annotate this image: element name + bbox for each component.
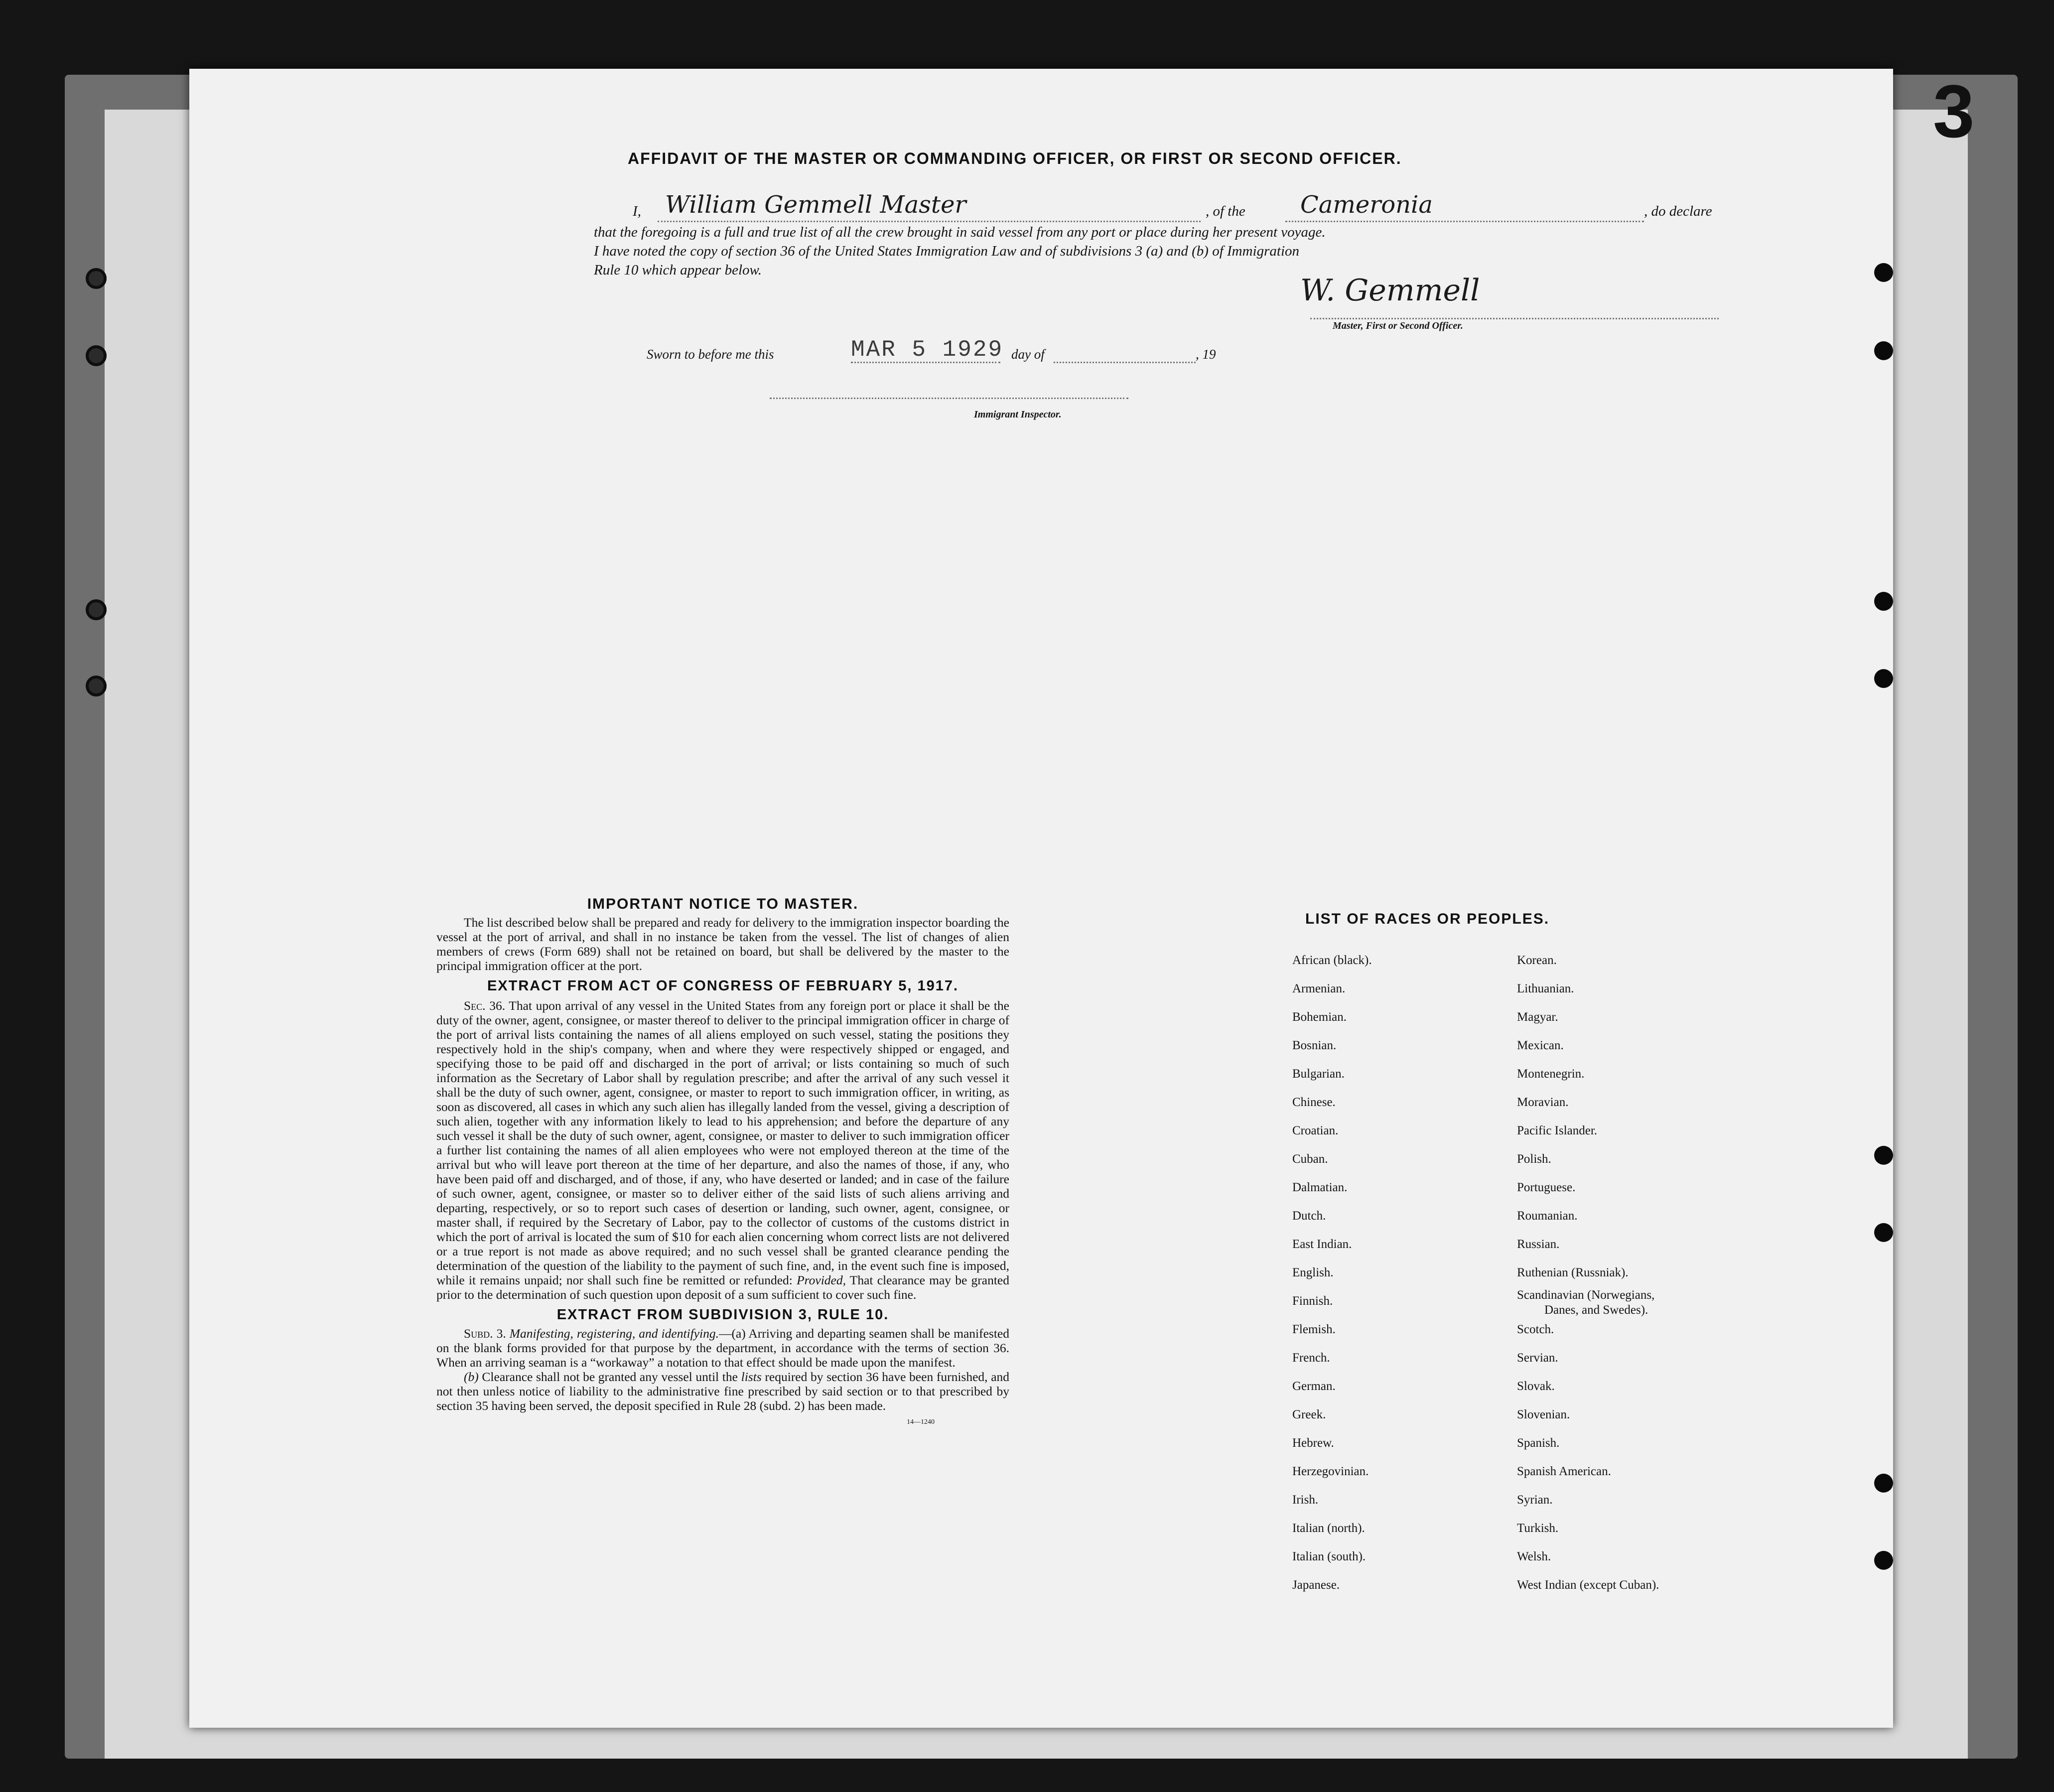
affidavit-line4: Rule 10 which appear below. (594, 262, 762, 278)
extract-act-body (436, 998, 1009, 1302)
race-col2-item: Slovenian. (1517, 1408, 1570, 1421)
rule-para-b-text1: Clearance shall not be granted any vessel until the (482, 1370, 738, 1384)
race-col2-item: Turkish. (1517, 1521, 1559, 1535)
rule-para-a-text: —(a) Arriving and departing seamen shall be manifested on the blank forms provided for that purpose by the department, in accordance with the terms of section 36. When an arriving seaman is a “workaway” a notation to that effect should be made upon the manifest. (436, 1326, 1009, 1370)
notice-column (436, 897, 1009, 1429)
race-col1-item: Bohemian. (1292, 1010, 1347, 1024)
sec-label: Sec. 36. (464, 998, 506, 1013)
notice-title: IMPORTANT NOTICE TO MASTER. (587, 896, 859, 912)
race-col1-item: Bosnian. (1292, 1039, 1337, 1052)
race-col1-item: Italian (south). (1292, 1550, 1366, 1563)
subd-heading: Manifesting, registering, and identifying. (509, 1326, 719, 1341)
race-col2-item: Welsh. (1517, 1550, 1551, 1563)
race-col1-item: Flemish. (1292, 1323, 1336, 1336)
affidavit-line2: that the foregoing is a full and true list of all the crew brought in said vessel from any port or place during her present voyage. (594, 224, 1326, 240)
race-col2-item: Lithuanian. (1517, 982, 1574, 995)
vessel-name: Cameronia (1300, 191, 1433, 219)
race-col2-item: Montenegrin. (1517, 1067, 1585, 1081)
sworn-prefix: Sworn to before me this (647, 347, 774, 362)
race-col1-item: Chinese. (1292, 1096, 1336, 1109)
sworn-day-of: day of (1011, 347, 1045, 362)
race-col1-item: Croatian. (1292, 1124, 1339, 1137)
master-name-line (658, 221, 1201, 222)
race-col2-item: Scotch. (1517, 1323, 1554, 1336)
race-col2-item: Servian. (1517, 1351, 1558, 1365)
race-col2-item: Syrian. (1517, 1493, 1553, 1507)
sec-36-end: That clearance may be granted prior to the determination of such question upon deposit of a sum sufficient to cover such fine. (436, 1273, 1009, 1302)
race-col1-item: Dalmatian. (1292, 1181, 1348, 1194)
form-number: 14—1240 (907, 1418, 935, 1426)
notice-body: The list described below shall be prepared and ready for delivery to the immigration inspector boarding the vessel at the port of arrival, and shall in no instance be taken from the vessel. The list of changes of alien members of crews (Form 689) shall not be retained on board, but shall be delivered by the master to the principal immigration officer at the port. (436, 915, 1009, 973)
race-col2-item: Polish. (1517, 1152, 1551, 1166)
sworn-date-line (851, 362, 1000, 363)
race-col2-item: Korean. (1517, 954, 1557, 967)
rule-para-b (436, 1370, 1009, 1413)
extract-rule-title: EXTRACT FROM SUBDIVISION 3, RULE 10. (556, 1307, 889, 1323)
race-col2-item: West Indian (except Cuban). (1517, 1578, 1659, 1592)
race-col1-item: English. (1292, 1266, 1334, 1279)
affidavit-title: AFFIDAVIT OF THE MASTER OR COMMANDING OFFICER, OR FIRST OR SECOND OFFICER. (628, 149, 1402, 167)
punch-hole (86, 599, 107, 620)
race-col1-item: French. (1292, 1351, 1330, 1365)
race-col1-item: Cuban. (1292, 1152, 1328, 1166)
signature-caption: Master, First or Second Officer. (1333, 320, 1463, 331)
provided-word: Provided, (797, 1273, 846, 1287)
race-col2-item: Mexican. (1517, 1039, 1564, 1052)
signature-line (1310, 318, 1719, 319)
punch-hole (86, 676, 107, 696)
punch-hole (1874, 263, 1893, 282)
affidavit-line1-mid: , of the (1206, 203, 1245, 219)
race-col2-item: Ruthenian (Russniak). (1517, 1266, 1629, 1279)
inspector-caption: Immigrant Inspector. (974, 409, 1062, 420)
vessel-name-line (1285, 221, 1644, 222)
punch-hole (86, 345, 107, 366)
race-col2-item: Danes, and Swedes). (1544, 1303, 1648, 1317)
affidavit-line1-prefix: I, (633, 203, 641, 219)
punch-hole (86, 268, 107, 289)
sworn-month-line (1054, 362, 1196, 363)
race-col1-item: German. (1292, 1379, 1336, 1393)
affidavit-line1-suffix: , do declare (1644, 203, 1712, 219)
race-col2-item: Moravian. (1517, 1096, 1569, 1109)
rule-para-b-text2: required by section 36 have been furnished, and not then unless notice of liability to the administrative fine prescribed by said section or to that prescribed by section 35 having been served, the deposit specified in Rule 28 (subd. 2) has been made. (436, 1370, 1010, 1413)
affidavit-line3: I have noted the copy of section 36 of the United States Immigration Law and of subdivisions 3 (a) and (b) of Immigration (594, 243, 1300, 259)
races-title: LIST OF RACES OR PEOPLES. (1305, 911, 1550, 927)
race-col1-item: Armenian. (1292, 982, 1346, 995)
race-col1-item: Herzegovinian. (1292, 1465, 1369, 1478)
race-col1-item: Dutch. (1292, 1209, 1326, 1223)
race-col1-item: Greek. (1292, 1408, 1326, 1421)
punch-hole (1874, 669, 1893, 688)
sec-36-text: That upon arrival of any vessel in the United States from any foreign port or place it shall be the duty of the owner, agent, consignee, or master thereof to deliver to the principal immigration officer in charge of the port of arrival lists containing the names of all aliens employed on such vessel, stating the positions they respectively hold in the ship's company, when and where they were respectively shipped or engaged, and specifying those to be paid off and discharged in the port of arrival; or lists containing so much of such information as the Secretary of Labor shall by regulation prescribe; and after the arrival of any such vessel it shall be the duty of such owner, agent, consignee, or master to report to such immigration officer, in writing, as soon as discovered, all cases in which any such alien has illegally landed from the vessel, giving a description of such alien, together with any information likely to lead to his apprehension; and before the departure of any such vessel it shall be the duty of such owner, agent, consignee, or master to deliver to such immigration officer a further list containing the names of all alien employees who were not employed thereon at the time of the arrival but who will leave port thereon at the time of her departure, and also the names of those, if any, who have been paid off and discharged, and of those, if any, who have deserted or landed; and in case of the failure of such owner, agent, consignee, or master so to deliver either of the said lists of such aliens arriving and departing, respectively, or so to report such cases of desertion or landing, such owner, agent, consignee, or master shall, if required by the Secretary of Labor, pay to the collector of customs of the customs district in which the port of arrival is located the sum of $10 for each alien concerning whom correct lists are not delivered or a true report is not made as above required; and no such vessel shall be granted clearance pending the determination of the question of the liability to the payment of such fine, and, in the event such fine is imposed, while it remains unpaid; nor shall such fine be remitted or refunded: (436, 998, 1009, 1287)
race-col1-item: Bulgarian. (1292, 1067, 1345, 1081)
race-col1-item: Japanese. (1292, 1578, 1340, 1592)
race-col2-item: Magyar. (1517, 1010, 1558, 1024)
race-col2-item: Spanish. (1517, 1436, 1560, 1450)
race-col2-item: Scandinavian (Norwegians, (1517, 1288, 1655, 1302)
race-col1-item: Hebrew. (1292, 1436, 1334, 1450)
inspector-signature-line (770, 398, 1128, 399)
page-number: 3 (1933, 69, 1975, 153)
race-col1-item: East Indian. (1292, 1238, 1352, 1251)
para-b-label: (b) (464, 1370, 479, 1384)
master-signature: W. Gemmell (1300, 273, 1480, 308)
race-col1-item: Irish. (1292, 1493, 1319, 1507)
date-stamp: MAR 5 1929 (851, 337, 1004, 363)
lists-word: lists (741, 1370, 762, 1384)
race-col2-item: Slovak. (1517, 1379, 1555, 1393)
manifest-page (189, 69, 1975, 1728)
punch-hole (1874, 1551, 1893, 1570)
race-col1-item: Finnish. (1292, 1294, 1333, 1308)
punch-hole (1874, 592, 1893, 611)
race-col2-item: Russian. (1517, 1238, 1560, 1251)
extract-act-title: EXTRACT FROM ACT OF CONGRESS OF FEBRUARY 5, 1917. (487, 978, 959, 994)
race-col2-item: Roumanian. (1517, 1209, 1578, 1223)
punch-hole (1874, 341, 1893, 360)
rule-para-a (436, 1326, 1009, 1370)
punch-hole (1874, 1146, 1893, 1165)
race-col2-item: Spanish American. (1517, 1465, 1611, 1478)
sworn-year: , 19 (1196, 347, 1216, 362)
race-col2-item: Portuguese. (1517, 1181, 1576, 1194)
master-name: William Gemmell Master (665, 191, 966, 219)
race-col1-item: African (black). (1292, 954, 1372, 967)
punch-hole (1874, 1474, 1893, 1493)
subd-label: Subd. 3. (464, 1326, 506, 1341)
race-col1-item: Italian (north). (1292, 1521, 1365, 1535)
race-col2-item: Pacific Islander. (1517, 1124, 1598, 1137)
punch-hole (1874, 1223, 1893, 1242)
